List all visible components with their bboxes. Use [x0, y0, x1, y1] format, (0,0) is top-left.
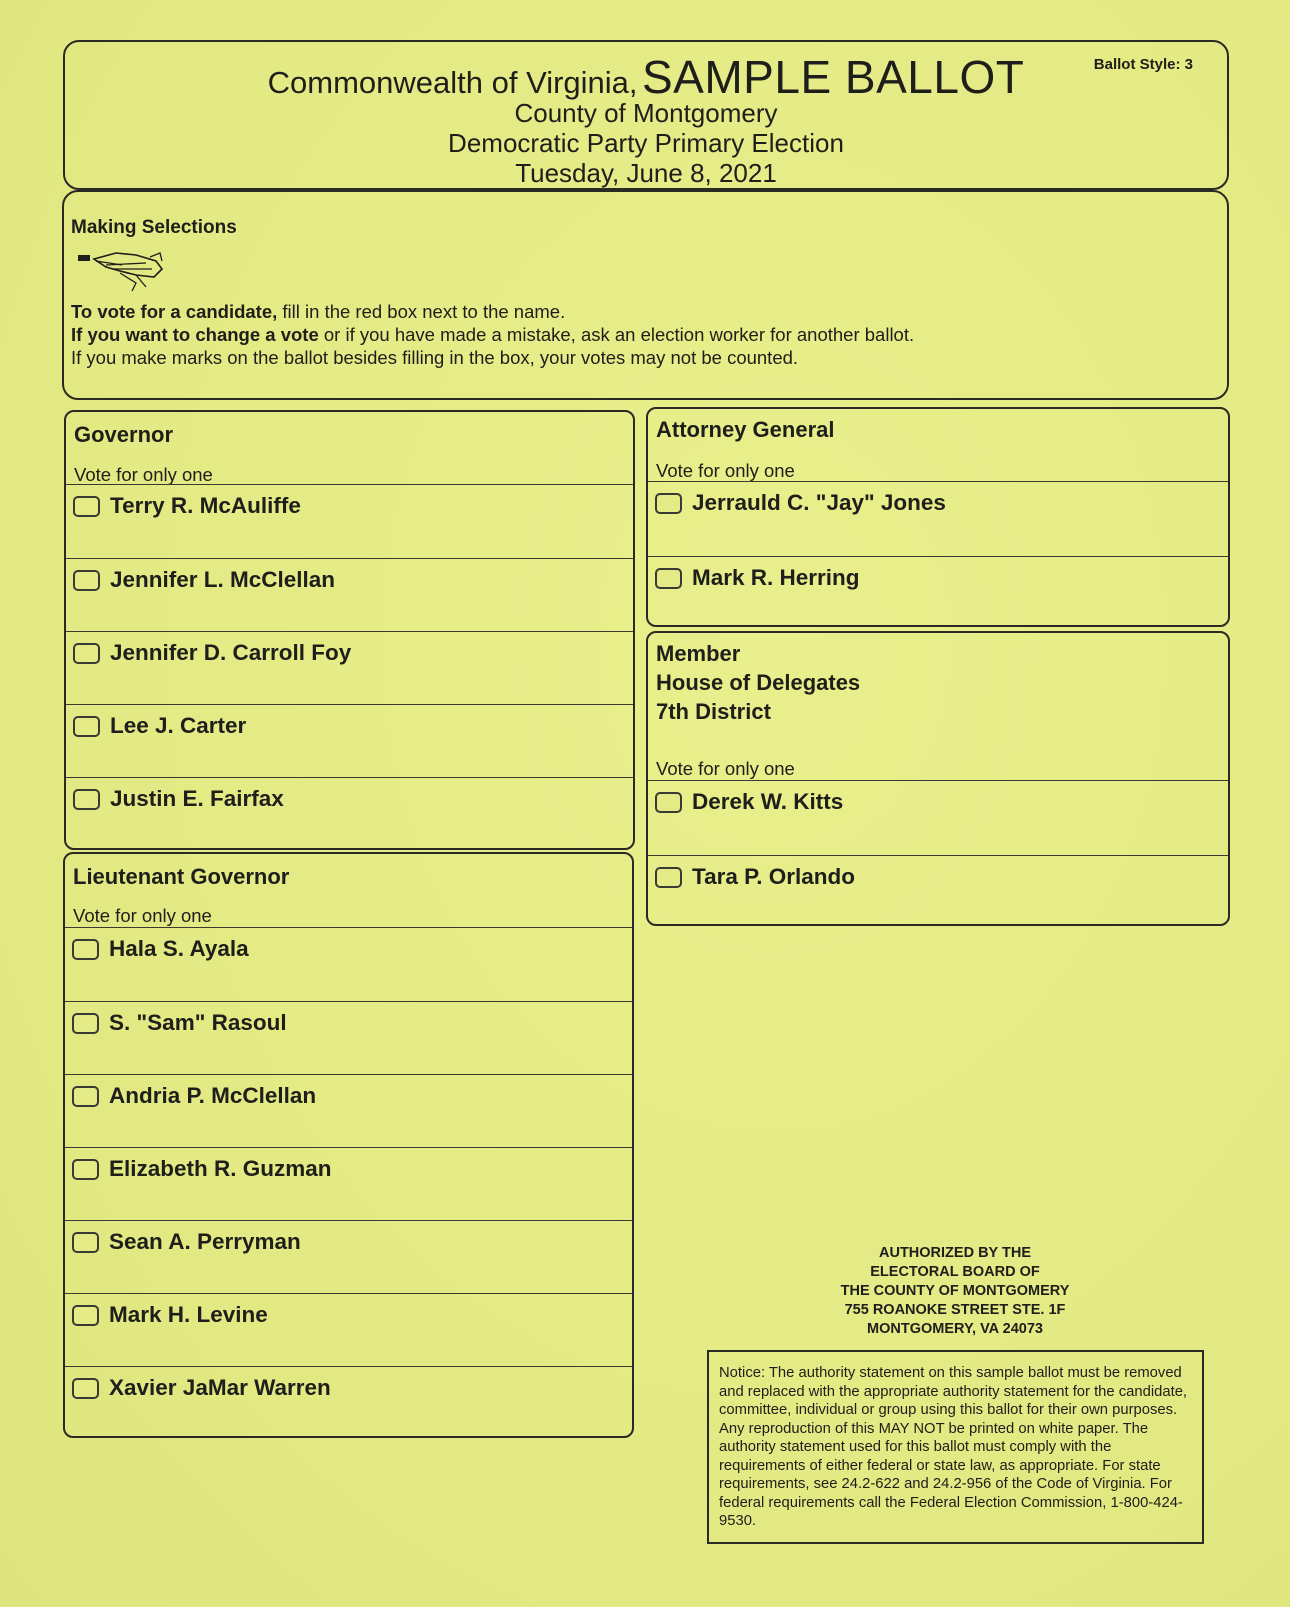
sample-ballot-label: SAMPLE BALLOT: [642, 51, 1025, 103]
candidate-row[interactable]: [648, 855, 1228, 926]
candidate-name: Xavier JaMar Warren: [109, 1375, 331, 1400]
vote-for-instruction: Vote for only one: [74, 464, 213, 485]
contest-title-line-2: House of Delegates: [656, 670, 861, 695]
vote-checkbox[interactable]: [73, 570, 100, 591]
candidate-name: Lee J. Carter: [110, 713, 247, 738]
contest-governor: [64, 410, 635, 850]
candidate-row[interactable]: [66, 558, 633, 631]
vote-checkbox[interactable]: [655, 493, 682, 514]
vote-checkbox[interactable]: [73, 716, 100, 737]
authority-line: MONTGOMERY, VA 24073: [867, 1321, 1043, 1337]
candidate-name: Jerrauld C. "Jay" Jones: [692, 490, 946, 515]
candidate-name: Sean A. Perryman: [109, 1229, 301, 1254]
state-name: Commonwealth of Virginia,: [267, 65, 638, 100]
candidate-row[interactable]: [65, 1366, 632, 1438]
candidate-row[interactable]: [66, 631, 633, 704]
vote-checkbox[interactable]: [72, 1159, 99, 1180]
vote-for-instruction: Vote for only one: [73, 905, 212, 926]
authority-line: ELECTORAL BOARD OF: [870, 1264, 1040, 1280]
candidate-name: Derek W. Kitts: [692, 789, 844, 814]
ballot-title: [65, 50, 1227, 104]
contest-lieutenant-governor: [63, 852, 634, 1438]
election-name: Democratic Party Primary Election: [448, 128, 844, 158]
instruction-line-3: If you make marks on the ballot besides filling in the box, your votes may not be counted.: [71, 347, 799, 368]
candidate-row[interactable]: [648, 556, 1228, 627]
candidate-row[interactable]: [65, 1001, 632, 1074]
vote-checkbox[interactable]: [73, 789, 100, 810]
candidate-row[interactable]: [65, 1147, 632, 1220]
instruction-line-2-rest: or if you have made a mistake, ask an election worker for another ballot.: [318, 324, 915, 345]
candidate-name: Mark H. Levine: [109, 1302, 268, 1327]
candidate-name: Elizabeth R. Guzman: [109, 1156, 332, 1181]
candidate-name: Hala S. Ayala: [109, 936, 249, 961]
candidate-name: Andria P. McClellan: [109, 1083, 317, 1108]
candidate-name: Jennifer L. McClellan: [110, 567, 336, 592]
instructions-title: Making Selections: [71, 217, 237, 238]
authority-line: AUTHORIZED BY THE: [879, 1245, 1031, 1261]
contest-house-of-delegates: [646, 631, 1230, 926]
candidate-row[interactable]: [66, 777, 633, 850]
instructions-panel: [62, 190, 1229, 400]
vote-checkbox[interactable]: [72, 1378, 99, 1399]
candidate-row[interactable]: [65, 1220, 632, 1293]
candidate-name: Justin E. Fairfax: [110, 786, 284, 811]
candidate-name: Jennifer D. Carroll Foy: [110, 640, 352, 665]
instruction-line-1-rest: fill in the red box next to the name.: [277, 301, 566, 322]
vote-checkbox[interactable]: [73, 643, 100, 664]
vote-checkbox[interactable]: [655, 568, 682, 589]
instruction-line-1: [71, 301, 565, 323]
vote-checkbox[interactable]: [73, 496, 100, 517]
authority-statement: [790, 1244, 1120, 1339]
candidate-row[interactable]: [648, 780, 1228, 855]
election-date: Tuesday, June 8, 2021: [515, 158, 777, 188]
instruction-line-2: [71, 324, 914, 346]
authority-line: 755 ROANOKE STREET STE. 1F: [844, 1302, 1066, 1318]
contest-title-line-3: 7th District: [656, 699, 771, 724]
candidate-row[interactable]: [648, 481, 1228, 556]
notice-box: [707, 1350, 1204, 1544]
candidate-name: Terry R. McAuliffe: [110, 493, 301, 518]
authority-line: THE COUNTY OF MONTGOMERY: [840, 1283, 1070, 1299]
county-name: County of Montgomery: [514, 98, 778, 128]
candidate-row[interactable]: [65, 927, 632, 1001]
vote-checkbox[interactable]: [72, 1232, 99, 1253]
contest-title: Attorney General: [656, 417, 835, 442]
ballot-style: Ballot Style: 3: [1093, 56, 1193, 73]
vote-checkbox[interactable]: [72, 1013, 99, 1034]
vote-checkbox[interactable]: [72, 1086, 99, 1107]
hand-marking-box-icon: [76, 247, 166, 297]
notice-text: Notice: The authority statement on this sample ballot must be removed and replaced with the appropriate authority statement for the candidate, committee, individual or group using this ballot for their own purposes. Any reproduction of this MAY NOT be printed on white paper. The authority statement used for this ballot must comply with the requirements of either federal or state law, as appropriate. For state requirements, see 24.2-622 and 24.2-956 of the Code of Virginia. For federal requirements call the Federal Election Commission, 1-800-424-9530.: [719, 1365, 1188, 1529]
instruction-line-1-bold: To vote for a candidate,: [71, 301, 278, 322]
contest-attorney-general: [646, 407, 1230, 627]
ballot-header: [63, 40, 1229, 190]
contest-title: Lieutenant Governor: [73, 864, 290, 889]
vote-for-instruction: Vote for only one: [656, 758, 795, 779]
candidate-row[interactable]: [66, 484, 633, 558]
candidate-name: S. "Sam" Rasoul: [109, 1010, 287, 1035]
vote-checkbox[interactable]: [655, 867, 682, 888]
contest-title-line-1: Member: [656, 641, 741, 666]
candidate-name: Tara P. Orlando: [692, 864, 855, 889]
vote-for-instruction: Vote for only one: [656, 460, 795, 481]
vote-checkbox[interactable]: [72, 939, 99, 960]
instruction-line-2-bold: If you want to change a vote: [71, 324, 319, 345]
vote-checkbox[interactable]: [655, 792, 682, 813]
candidate-name: Mark R. Herring: [692, 565, 860, 590]
candidate-row[interactable]: [65, 1074, 632, 1147]
candidate-row[interactable]: [65, 1293, 632, 1366]
candidate-row[interactable]: [66, 704, 633, 777]
contest-title: Governor: [74, 422, 174, 447]
vote-checkbox[interactable]: [72, 1305, 99, 1326]
